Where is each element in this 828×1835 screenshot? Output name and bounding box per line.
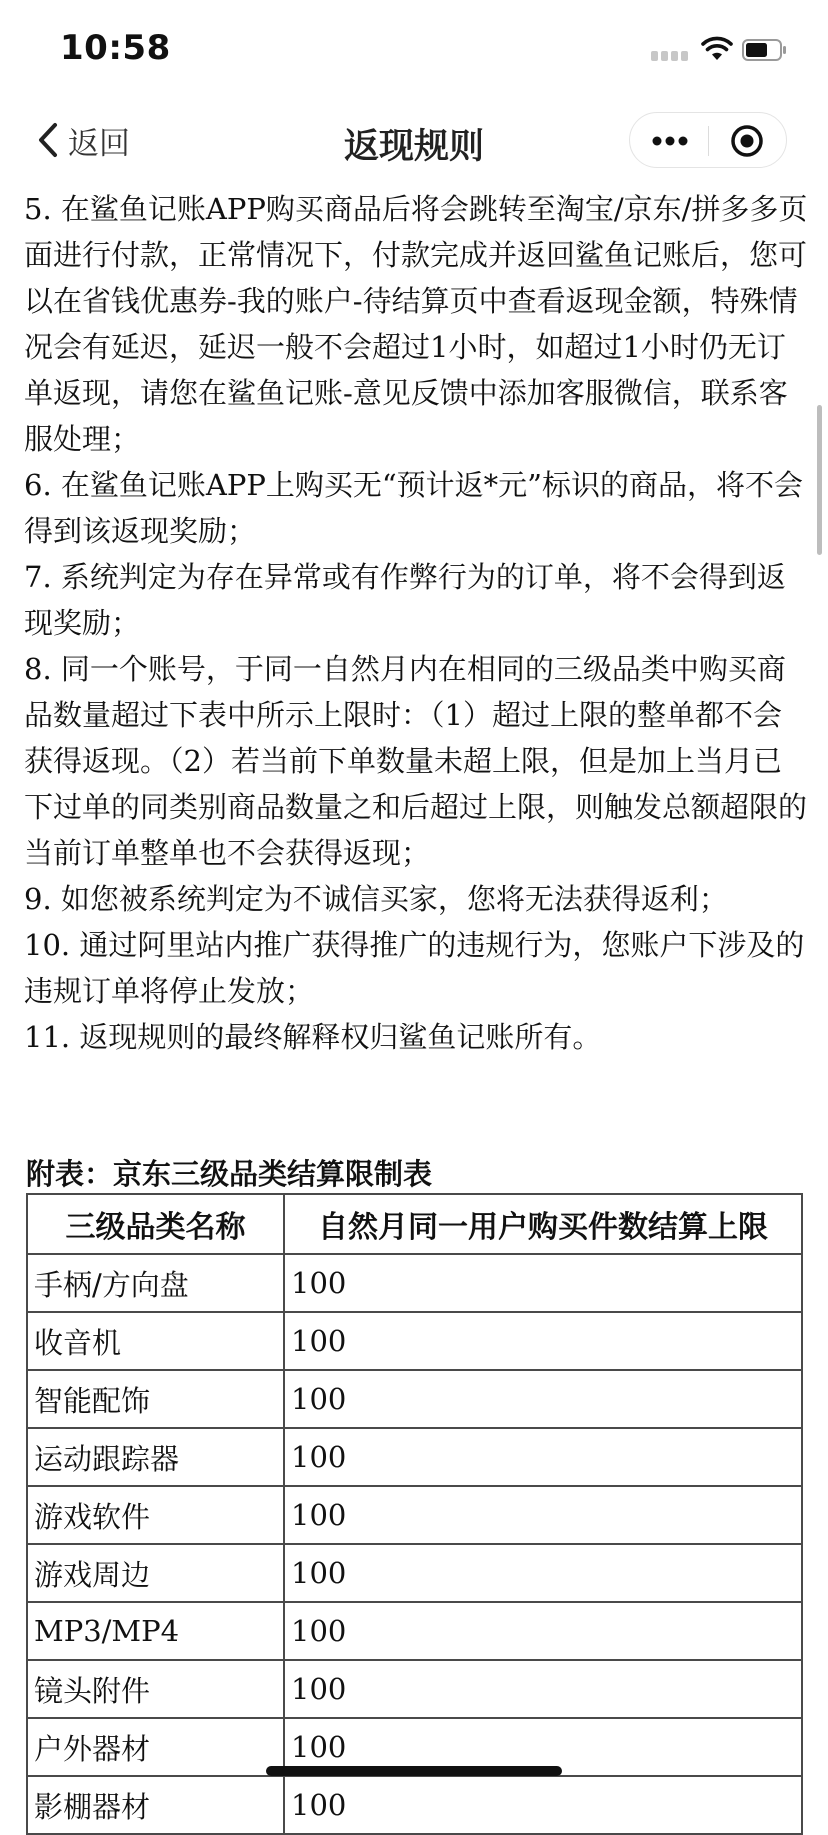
more-button[interactable] [630, 113, 708, 169]
limit-cell: 100 [284, 1486, 802, 1544]
close-button[interactable] [709, 113, 788, 169]
limit-cell: 100 [284, 1428, 802, 1486]
rules-text [24, 186, 810, 1060]
limit-cell: 100 [284, 1660, 802, 1718]
category-cell: 运动跟踪器 [27, 1428, 284, 1486]
table-header-row [27, 1194, 802, 1254]
home-indicator[interactable] [266, 1766, 562, 1776]
table-row [27, 1776, 802, 1834]
rule-item-11: 11. 返现规则的最终解释权归鲨鱼记账所有。 [24, 1020, 602, 1054]
nav-bar [0, 100, 828, 180]
status-bar [0, 0, 828, 100]
wifi-icon [700, 36, 734, 62]
table-row [27, 1370, 802, 1428]
category-limit-table [26, 1193, 803, 1835]
table-row [27, 1254, 802, 1312]
table-title: 附表：京东三级品类结算限制表 [26, 1157, 433, 1191]
page-title: 返现规则 [343, 127, 484, 167]
category-cell: 手柄/方向盘 [27, 1254, 284, 1312]
rule-item-10: 10. 通过阿里站内推广获得推广的违规行为，您账户下涉及的违规订单将停止发放； [24, 928, 805, 1008]
category-cell: 游戏软件 [27, 1486, 284, 1544]
battery-icon [742, 38, 788, 62]
table-row [27, 1312, 802, 1370]
limit-cell: 100 [284, 1602, 802, 1660]
limit-cell: 100 [284, 1312, 802, 1370]
rule-item-7: 7. 系统判定为存在异常或有作弊行为的订单，将不会得到返现奖励； [24, 560, 786, 640]
close-target-icon [729, 123, 765, 159]
limit-cell: 100 [284, 1544, 802, 1602]
rule-item-5: 5. 在鲨鱼记账APP购买商品后将会跳转至淘宝/京东/拼多多页面进行付款，正常情况下，付款完成并返回鲨鱼记账后，您可以在省钱优惠券-我的账户-待结算页中查看返现金额，特殊情况会有延迟，延迟一般不会超过1小时，如超过1小时仍无订单返现，请您在鲨鱼记账-意见反馈中添加客服微信，联系客服处理； [24, 192, 808, 456]
rule-item-6: 6. 在鲨鱼记账APP上购买无“预计返*元”标识的商品，将不会得到该返现奖励； [24, 468, 804, 548]
signal-icon [651, 51, 691, 61]
table-row [27, 1660, 802, 1718]
limit-cell: 100 [284, 1776, 802, 1834]
table-row [27, 1602, 802, 1660]
rule-item-9: 9. 如您被系统判定为不诚信买家，您将无法获得返利； [24, 882, 728, 916]
category-cell: 镜头附件 [27, 1660, 284, 1718]
header-purchase-limit: 自然月同一用户购买件数结算上限 [284, 1194, 802, 1254]
status-time: 10:58 [60, 28, 171, 68]
header-category-name: 三级品类名称 [27, 1194, 284, 1254]
category-cell: 影棚器材 [27, 1776, 284, 1834]
category-cell: 收音机 [27, 1312, 284, 1370]
table-row [27, 1428, 802, 1486]
limit-cell: 100 [284, 1370, 802, 1428]
category-cell: MP3/MP4 [27, 1602, 284, 1660]
limit-cell: 100 [284, 1718, 802, 1776]
limit-cell: 100 [284, 1254, 802, 1312]
category-cell: 游戏周边 [27, 1544, 284, 1602]
table-row [27, 1544, 802, 1602]
rule-item-8: 8. 同一个账号，于同一自然月内在相同的三级品类中购买商品数量超过下表中所示上限时：（1）超过上限的整单都不会获得返现。（2）若当前下单数量未超上限，但是加上当月已下过单的同类别商品数量之和后超过上限，则触发总额超限的当前订单整单也不会获得返现； [24, 652, 808, 870]
back-label: 返回 [68, 125, 130, 162]
vertical-scrollbar[interactable] [817, 405, 822, 555]
category-cell: 智能配饰 [27, 1370, 284, 1428]
more-dots-icon [652, 136, 688, 146]
mini-program-capsule [629, 112, 787, 168]
table-row [27, 1486, 802, 1544]
category-cell: 户外器材 [27, 1718, 284, 1776]
